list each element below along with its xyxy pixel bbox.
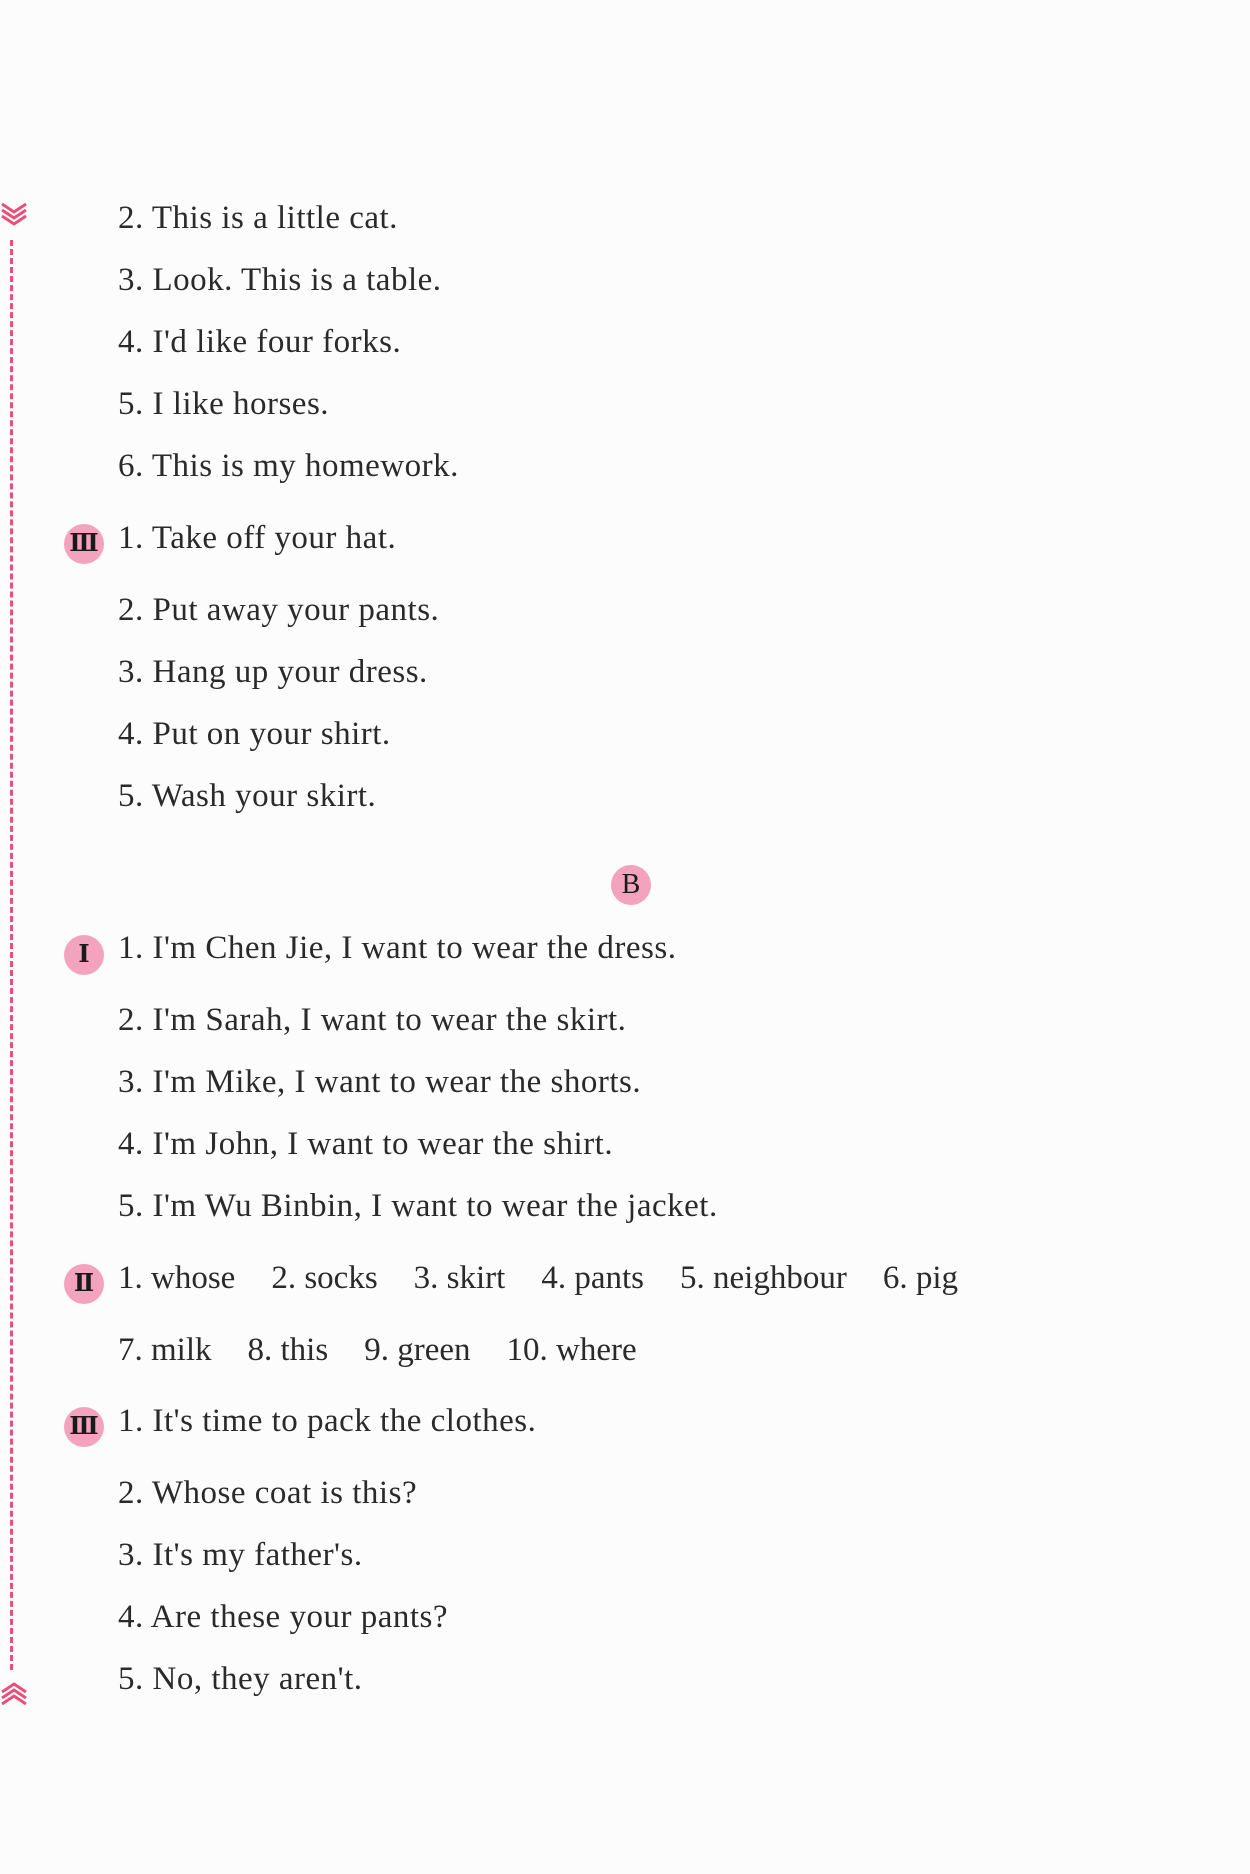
- section-number-badge: Ⅲ: [64, 1407, 104, 1447]
- word-item: 3. skirt: [413, 1260, 506, 1296]
- word-item: 9. green: [364, 1332, 471, 1368]
- section-number-badge: Ⅲ: [64, 524, 104, 564]
- answer-line: 2. Whose coat is this?: [118, 1475, 418, 1511]
- answer-line: 6. This is my homework.: [118, 448, 459, 484]
- dashed-margin-line: [10, 240, 13, 1670]
- section-number-badge: Ⅰ: [64, 935, 104, 975]
- word-item: 5. neighbour: [680, 1260, 847, 1296]
- answer-line: 4. Are these your pants?: [118, 1599, 448, 1635]
- section-number-badge: Ⅱ: [64, 1264, 104, 1304]
- answer-line: 5. No, they aren't.: [118, 1661, 363, 1697]
- chevron-up-icon: [0, 1680, 28, 1708]
- chevron-down-icon: [0, 200, 28, 228]
- word-item: 7. milk: [118, 1332, 212, 1368]
- word-item: 1. whose: [118, 1260, 236, 1296]
- word-item: 2. socks: [271, 1260, 378, 1296]
- answer-line: 2. This is a little cat.: [118, 200, 398, 236]
- word-item: 4. pants: [541, 1260, 645, 1296]
- answer-line: 1. It's time to pack the clothes.: [118, 1403, 537, 1439]
- answer-line: 4. I'm John, I want to wear the shirt.: [118, 1126, 614, 1162]
- word-list-row: [118, 1332, 673, 1369]
- word-item: 10. where: [506, 1332, 637, 1368]
- answer-line: 3. Look. This is a table.: [118, 262, 442, 298]
- answer-line: 5. I'm Wu Binbin, I want to wear the jacket.: [118, 1188, 718, 1224]
- answer-line: 4. Put on your shirt.: [118, 716, 391, 752]
- answer-line: 1. I'm Chen Jie, I want to wear the dress.: [118, 930, 677, 966]
- answer-line: 3. Hang up your dress.: [118, 654, 428, 690]
- word-item: 8. this: [247, 1332, 329, 1368]
- answer-line: 2. Put away your pants.: [118, 592, 440, 628]
- answer-line: 5. Wash your skirt.: [118, 778, 377, 814]
- answer-line: 2. I'm Sarah, I want to wear the skirt.: [118, 1002, 627, 1038]
- answer-line: 3. It's my father's.: [118, 1537, 363, 1573]
- answer-line: 4. I'd like four forks.: [118, 324, 402, 360]
- answer-line: 5. I like horses.: [118, 386, 330, 422]
- answer-line: 1. Take off your hat.: [118, 520, 397, 556]
- word-item: 6. pig: [882, 1260, 958, 1296]
- word-list-row: [118, 1260, 994, 1297]
- section-b-badge: B: [611, 865, 651, 905]
- answer-line: 3. I'm Mike, I want to wear the shorts.: [118, 1064, 642, 1100]
